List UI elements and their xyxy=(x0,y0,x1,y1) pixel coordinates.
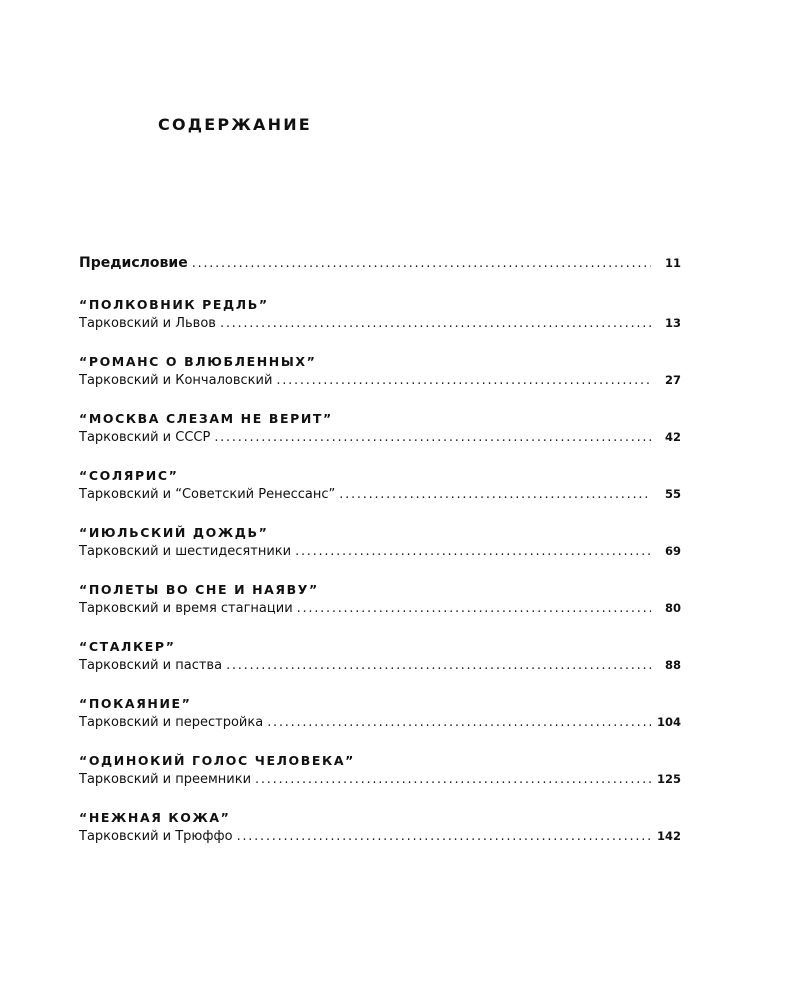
toc-entry-chapter xyxy=(79,353,681,390)
toc-entry-chapter xyxy=(79,524,681,561)
dot-leader xyxy=(295,542,651,562)
toc-entry-preface xyxy=(79,253,681,273)
dot-leader xyxy=(339,485,651,505)
toc-line xyxy=(79,541,681,561)
chapter-title: “НЕЖНАЯ КОЖА” xyxy=(79,810,231,825)
dot-leader xyxy=(214,428,651,448)
toc-entry-chapter xyxy=(79,809,681,846)
page-number: 13 xyxy=(664,316,681,330)
chapter-subtitle: Тарковский и паства xyxy=(79,658,223,673)
toc-line xyxy=(79,769,681,789)
page-number: 69 xyxy=(664,544,681,558)
page-number: 11 xyxy=(664,256,681,270)
page-number: 42 xyxy=(664,430,681,444)
toc-line xyxy=(79,712,681,732)
page-number: 55 xyxy=(664,487,681,501)
dot-leader xyxy=(237,827,651,847)
toc-line xyxy=(79,484,681,504)
chapter-subtitle: Тарковский и перестройка xyxy=(79,715,264,730)
dot-leader xyxy=(267,713,651,733)
toc-line xyxy=(79,370,681,390)
dot-leader xyxy=(297,599,651,619)
chapter-subtitle: Тарковский и преемники xyxy=(79,772,252,787)
toc-entry-chapter xyxy=(79,467,681,504)
toc-list xyxy=(79,253,681,846)
chapter-title: “ПОЛКОВНИК РЕДЛЬ” xyxy=(79,297,269,312)
toc-line xyxy=(79,253,681,273)
chapter-title: “СТАЛКЕР” xyxy=(79,639,176,654)
chapter-subtitle: Тарковский и Кончаловский xyxy=(79,373,273,388)
preface-label: Предисловие xyxy=(79,255,188,271)
dot-leader xyxy=(255,770,651,790)
chapter-subtitle: Тарковский и Трюффо xyxy=(79,829,233,844)
chapter-title: “ИЮЛЬСКИЙ ДОЖДЬ” xyxy=(79,525,269,540)
chapter-subtitle: Тарковский и шестидесятники xyxy=(79,544,292,559)
toc-entry-chapter xyxy=(79,296,681,333)
toc-entry-chapter xyxy=(79,695,681,732)
dot-leader xyxy=(226,656,651,676)
toc-line xyxy=(79,427,681,447)
chapter-title: “МОСКВА СЛЕЗАМ НЕ ВЕРИТ” xyxy=(79,411,333,426)
toc-heading: СОДЕРЖАНИЕ xyxy=(158,115,312,134)
toc-line xyxy=(79,598,681,618)
dot-leader xyxy=(220,314,651,334)
chapter-subtitle: Тарковский и время стагнации xyxy=(79,601,293,616)
toc-entry-chapter xyxy=(79,581,681,618)
toc-line xyxy=(79,655,681,675)
chapter-title: “РОМАНС О ВЛЮБЛЕННЫХ” xyxy=(79,354,317,369)
chapter-subtitle: Тарковский и “Советский Ренессанс” xyxy=(79,487,336,502)
dot-leader xyxy=(276,371,651,391)
toc-entry-chapter xyxy=(79,752,681,789)
toc-line xyxy=(79,826,681,846)
chapter-subtitle: Тарковский и Львов xyxy=(79,316,216,331)
page-number: 125 xyxy=(656,772,681,786)
page-number: 104 xyxy=(656,715,681,729)
page-number: 142 xyxy=(656,829,681,843)
toc-entry-chapter xyxy=(79,638,681,675)
chapter-title: “СОЛЯРИС” xyxy=(79,468,179,483)
toc-line xyxy=(79,313,681,333)
page-number: 27 xyxy=(664,373,681,387)
chapter-subtitle: Тарковский и СССР xyxy=(79,430,211,445)
dot-leader xyxy=(192,254,651,274)
toc-entry-chapter xyxy=(79,410,681,447)
chapter-title: “ОДИНОКИЙ ГОЛОС ЧЕЛОВЕКА” xyxy=(79,753,355,768)
chapter-title: “ПОКАЯНИЕ” xyxy=(79,696,192,711)
page-number: 88 xyxy=(664,658,681,672)
page-number: 80 xyxy=(664,601,681,615)
chapter-title: “ПОЛЕТЫ ВО СНЕ И НАЯВУ” xyxy=(79,582,319,597)
